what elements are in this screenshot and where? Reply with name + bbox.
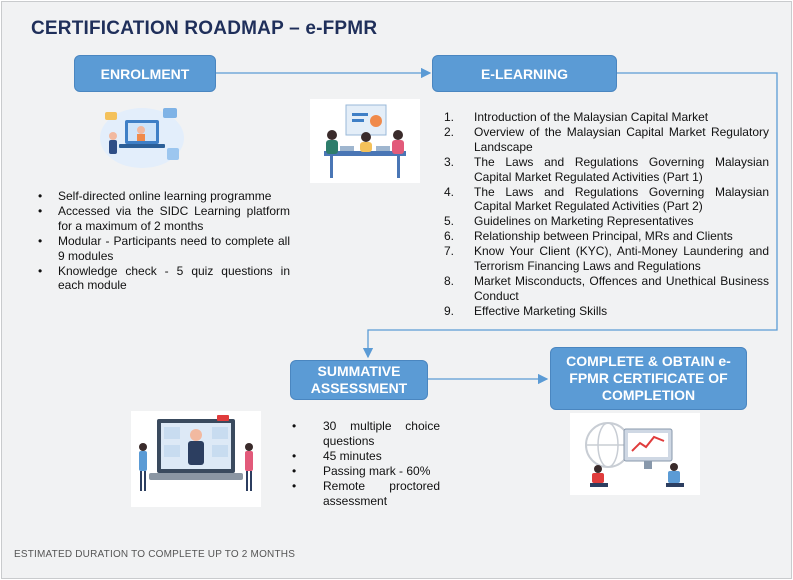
module-title: The Laws and Regulations Governing Malaysian Capital Market Regulated Activities (Part 1): [474, 154, 769, 184]
module-number: 3.: [444, 154, 455, 169]
elearning-modules-list: [444, 110, 769, 319]
module-title: Effective Marketing Skills: [474, 303, 608, 318]
module-title: Introduction of the Malaysian Capital Market: [474, 110, 709, 124]
module-item: [444, 125, 769, 155]
elearning-box: E-LEARNING: [432, 55, 617, 92]
module-number: 9.: [444, 303, 455, 318]
online-learning-illustration: [97, 98, 187, 170]
list-item: • Remote proctored assessment: [292, 479, 440, 509]
enrolment-box: ENROLMENT: [74, 55, 216, 92]
module-title: Relationship between Principal, MRs and Clients: [474, 229, 733, 244]
duration-footnote: ESTIMATED DURATION TO COMPLETE UP TO 2 MONTHS: [14, 549, 296, 560]
module-number: 4.: [444, 184, 455, 199]
module-item: [444, 155, 769, 185]
list-item: • Modular - Participants need to complete all 9 modules: [38, 234, 290, 264]
module-number: 7.: [444, 244, 455, 259]
module-item: [444, 274, 769, 304]
list-item: • Self-directed online learning programme: [38, 189, 290, 204]
module-number: 1.: [444, 110, 455, 124]
module-number: 6.: [444, 229, 455, 244]
list-item: • Knowledge check - 5 quiz questions in each module: [38, 264, 290, 294]
list-item: • Passing mark - 60%: [292, 464, 440, 479]
page-title: CERTIFICATION ROADMAP – e-FPMR: [31, 18, 378, 39]
module-title: Market Misconducts, Offences and Unethical Business Conduct: [474, 273, 769, 303]
module-number: 2.: [444, 124, 455, 139]
module-item: [444, 214, 769, 229]
assessment-details-list: [292, 419, 440, 508]
list-item: • 45 minutes: [292, 449, 440, 464]
module-item: [444, 244, 769, 274]
module-number: 8.: [444, 273, 455, 288]
module-title: Know Your Client (KYC), Anti-Money Laundering and Terrorism Financing Laws and Regulations: [474, 244, 769, 274]
certificate-illustration: [570, 413, 700, 495]
list-item: • 30 multiple choice questions: [292, 419, 440, 449]
module-item: [444, 185, 769, 215]
module-item: [444, 304, 769, 319]
summative-assessment-box: SUMMATIVE ASSESSMENT: [290, 360, 428, 400]
video-conference-illustration: [131, 411, 261, 507]
enrolment-details-list: [38, 189, 290, 293]
completion-certificate-box: COMPLETE & OBTAIN e-FPMR CERTIFICATE OF COMPLETION: [550, 347, 747, 410]
list-item: • Accessed via the SIDC Learning platform for a maximum of 2 months: [38, 204, 290, 234]
module-item: [444, 229, 769, 244]
module-title: Guidelines on Marketing Representatives: [474, 214, 694, 229]
module-title: The Laws and Regulations Governing Malaysian Capital Market Regulated Activities (Part 2): [474, 184, 769, 214]
module-item: [444, 110, 769, 125]
module-number: 5.: [444, 214, 455, 229]
module-title: Overview of the Malaysian Capital Market Regulatory Landscape: [474, 124, 769, 154]
team-meeting-illustration: [310, 99, 420, 183]
